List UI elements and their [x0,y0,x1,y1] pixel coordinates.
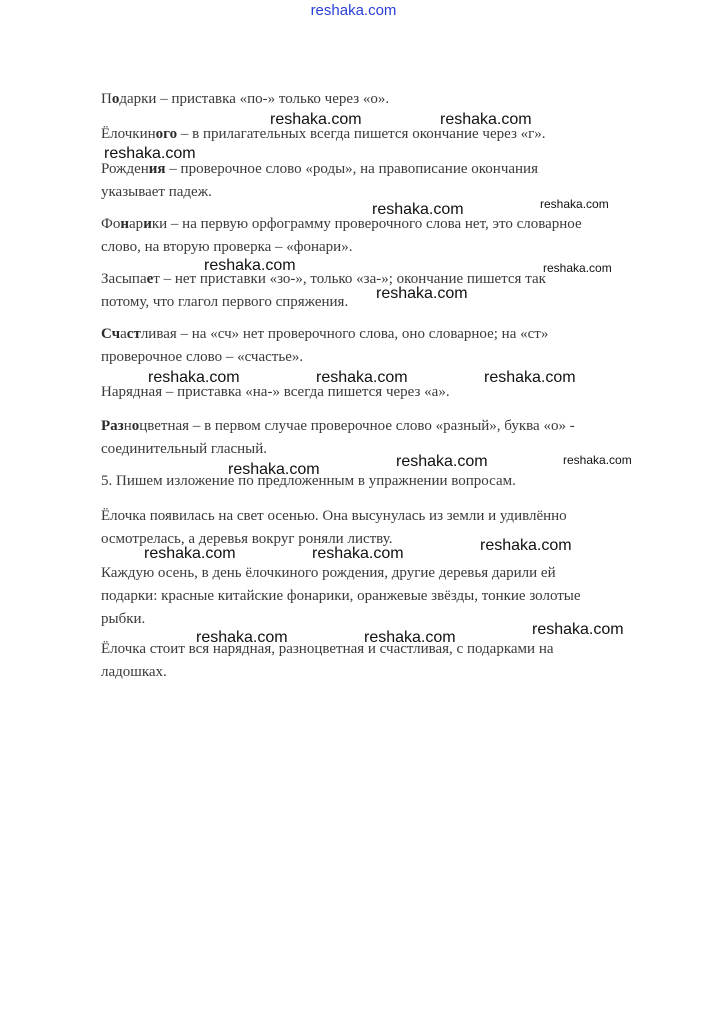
paragraph-podarki [101,88,646,111]
story-line: подарки: красные китайские фонарики, оранжевые звёзды, тонкие золотые [101,588,581,604]
word-part: ки [151,216,168,232]
word-part: На [101,384,119,400]
highlight-letter: ст [126,326,141,342]
word-part: н [123,418,132,434]
word-part: Фо [101,216,121,232]
paragraph-elochkinogo [101,123,646,146]
watermark: reshaka.com [540,197,609,211]
explanation-line: соединительный гласный. [101,441,268,457]
paragraph-schastlivaya [101,323,646,369]
explanation-line: слово, на вторую проверка – «фонари». [101,239,353,255]
watermark: reshaka.com [228,461,320,478]
paragraph-fonariki [101,213,646,259]
highlight-letter: ия [148,161,166,177]
highlight-letter: о [131,418,140,434]
explanation: – на «сч» нет проверочного слова, оно словарное; на «ст» [176,326,549,342]
explanation: – в прилагательных всегда пишется окончание через «г». [177,126,546,142]
story-line: Каждую осень, в день ёлочкиного рождения, другие деревья дарили ей [101,565,556,581]
watermark: reshaka.com [316,369,408,386]
word-part: цветная [139,418,190,434]
word-part: сыпа [115,271,147,287]
explanation: – проверочное слово «роды», на правописание окончания [165,161,538,177]
watermark: reshaka.com [364,629,456,646]
watermark: reshaka.com [396,453,488,470]
watermark: reshaka.com [312,545,404,562]
highlight-letter: н [120,216,130,232]
watermark: reshaka.com [204,257,296,274]
watermark: reshaka.com [144,545,236,562]
watermark: reshaka.com [484,369,576,386]
story-line: осмотрелась, а деревья вокруг роняли листву. [101,531,393,547]
explanation: – приставка «на-» всегда пишется через «а». [162,384,450,400]
story-line: ладошках. [101,664,167,680]
story-line: Ёлочка появилась на свет осенью. Она высунулась из земли и удивлённо [101,508,567,524]
explanation-line: указывает падеж. [101,184,212,200]
explanation-line: потому, что глагол первого спряжения. [101,294,349,310]
word-part: а [120,326,127,342]
watermark: reshaka.com [480,537,572,554]
watermark: reshaka.com [543,261,612,275]
highlight-letter: Раз [101,418,124,434]
watermark: reshaka.com [372,201,464,218]
word-part: П [101,91,112,107]
highlight-letter: о [111,91,120,107]
explanation: – нет приставки «зо-», только «за-»; окончание пишется так [159,271,546,287]
watermark: reshaka.com [196,629,288,646]
watermark: reshaka.com [270,111,362,128]
explanation: – на первую орфограмму проверочного слова нет, это словарное [167,216,582,232]
story-line: Ёлочка стоит вся нарядная, разноцветная и счастливая, с подарками на [101,641,554,657]
watermark: reshaka.com [440,111,532,128]
watermark: reshaka.com [148,369,240,386]
word-part: ар [129,216,144,232]
explanation-line: проверочное слово – «счастье». [101,349,304,365]
word-part: За [101,271,116,287]
highlight-letter: Сч [101,326,121,342]
word-part: рядная [118,384,163,400]
word-part: т [153,271,160,287]
site-header-link[interactable]: reshaka.com [310,2,397,19]
watermark: reshaka.com [563,453,632,467]
watermark: reshaka.com [104,145,196,162]
explanation: – в первом случае проверочное слово «разный», буква «о» - [189,418,575,434]
word-part: ливая [140,326,177,342]
watermark: reshaka.com [376,285,468,302]
watermark: reshaka.com [532,621,624,638]
explanation: – приставка «по-» только через «о». [156,91,390,107]
word-part: дарки [119,91,157,107]
word-part: Ёлочкин [101,126,156,142]
highlight-letter: и [143,216,152,232]
paragraph-task5 [101,470,646,493]
word-part: Рожден [101,161,149,177]
task-heading: 5. Пишем изложение по предложенным в упражнении вопросам. [101,473,516,489]
story-line: рыбки. [101,611,146,627]
highlight-letter: ого [155,126,178,142]
highlight-letter: е [146,271,154,287]
